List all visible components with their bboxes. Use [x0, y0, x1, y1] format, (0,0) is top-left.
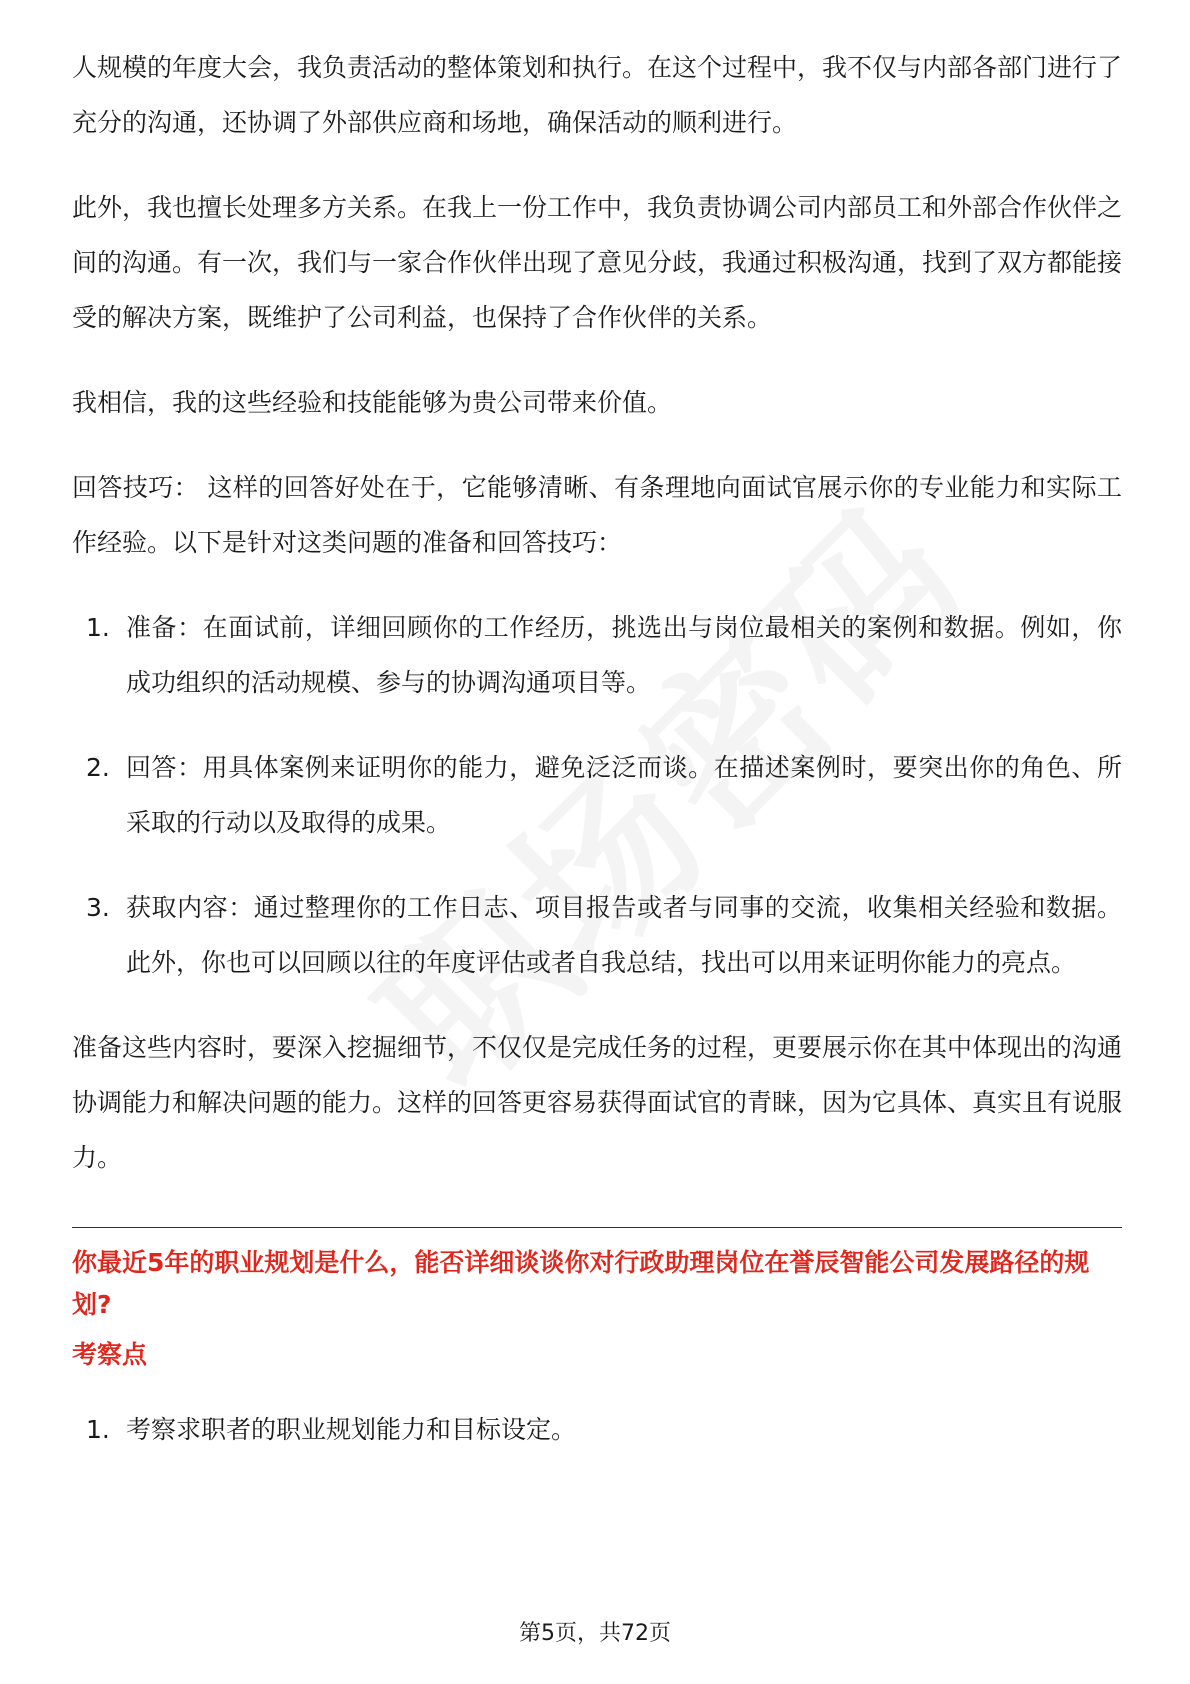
list-item [72, 1402, 1122, 1457]
list-item [72, 740, 1122, 850]
paragraph-event-planning: 人规模的年度大会，我负责活动的整体策划和执行。在这个过程中，我不仅与内部各部门进行了充分的沟通，还协调了外部供应商和场地，确保活动的顺利进行。 [72, 53, 1123, 137]
list-item-text: 准备：在面试前，详细回顾你的工作经历，挑选出与岗位最相关的案例和数据。例如，你成功组织的活动规模、参与的协调沟通项目等。 [126, 613, 1122, 697]
list-item-text: 获取内容：通过整理你的工作日志、项目报告或者与同事的交流，收集相关经验和数据。此外，你也可以回顾以往的年度评估或者自我总结，找出可以用来证明你能力的亮点。 [126, 893, 1122, 977]
page-number: 第5页，共72页 [519, 1621, 671, 1646]
question-title: 你最近5年的职业规划是什么，能否详细谈谈你对行政助理岗位在誉辰智能公司发展路径的规划? [72, 1248, 1090, 1319]
assessment-points-list [72, 1402, 1122, 1457]
list-item [72, 880, 1122, 990]
paragraph-answer-tips: 回答技巧： 这样的回答好处在于，它能够清晰、有条理地向面试官展示你的专业能力和实际工作经验。以下是针对这类问题的准备和回答技巧： [72, 473, 1122, 557]
section-label: 考察点 [72, 1340, 148, 1369]
list-item-number: 1. [86, 1415, 110, 1444]
list-item-number: 1. [86, 613, 110, 642]
list-item-number: 3. [86, 893, 110, 922]
list-item-text: 回答：用具体案例来证明你的能力，避免泛泛而谈。在描述案例时，要突出你的角色、所采取的行动以及取得的成果。 [126, 753, 1122, 837]
tips-list [72, 600, 1122, 990]
list-item-number: 2. [86, 753, 110, 782]
list-item-text: 考察求职者的职业规划能力和目标设定。 [126, 1415, 577, 1444]
paragraph-relationships: 此外，我也擅长处理多方关系。在我上一份工作中，我负责协调公司内部员工和外部合作伙伴之间的沟通。有一次，我们与一家合作伙伴出现了意见分歧，我通过积极沟通，找到了双方都能接受的解决方案，既维护了公司利益，也保持了合作伙伴的关系。 [72, 193, 1123, 332]
section-divider [72, 1227, 1122, 1228]
page-content [72, 40, 1122, 1457]
list-item [72, 600, 1122, 710]
paragraph-closing: 准备这些内容时，要深入挖掘细节，不仅仅是完成任务的过程，更要展示你在其中体现出的沟通协调能力和解决问题的能力。这样的回答更容易获得面试官的青睐，因为它具体、真实且有说服力。 [72, 1033, 1123, 1172]
paragraph-value: 我相信，我的这些经验和技能能够为贵公司带来价值。 [72, 388, 673, 417]
